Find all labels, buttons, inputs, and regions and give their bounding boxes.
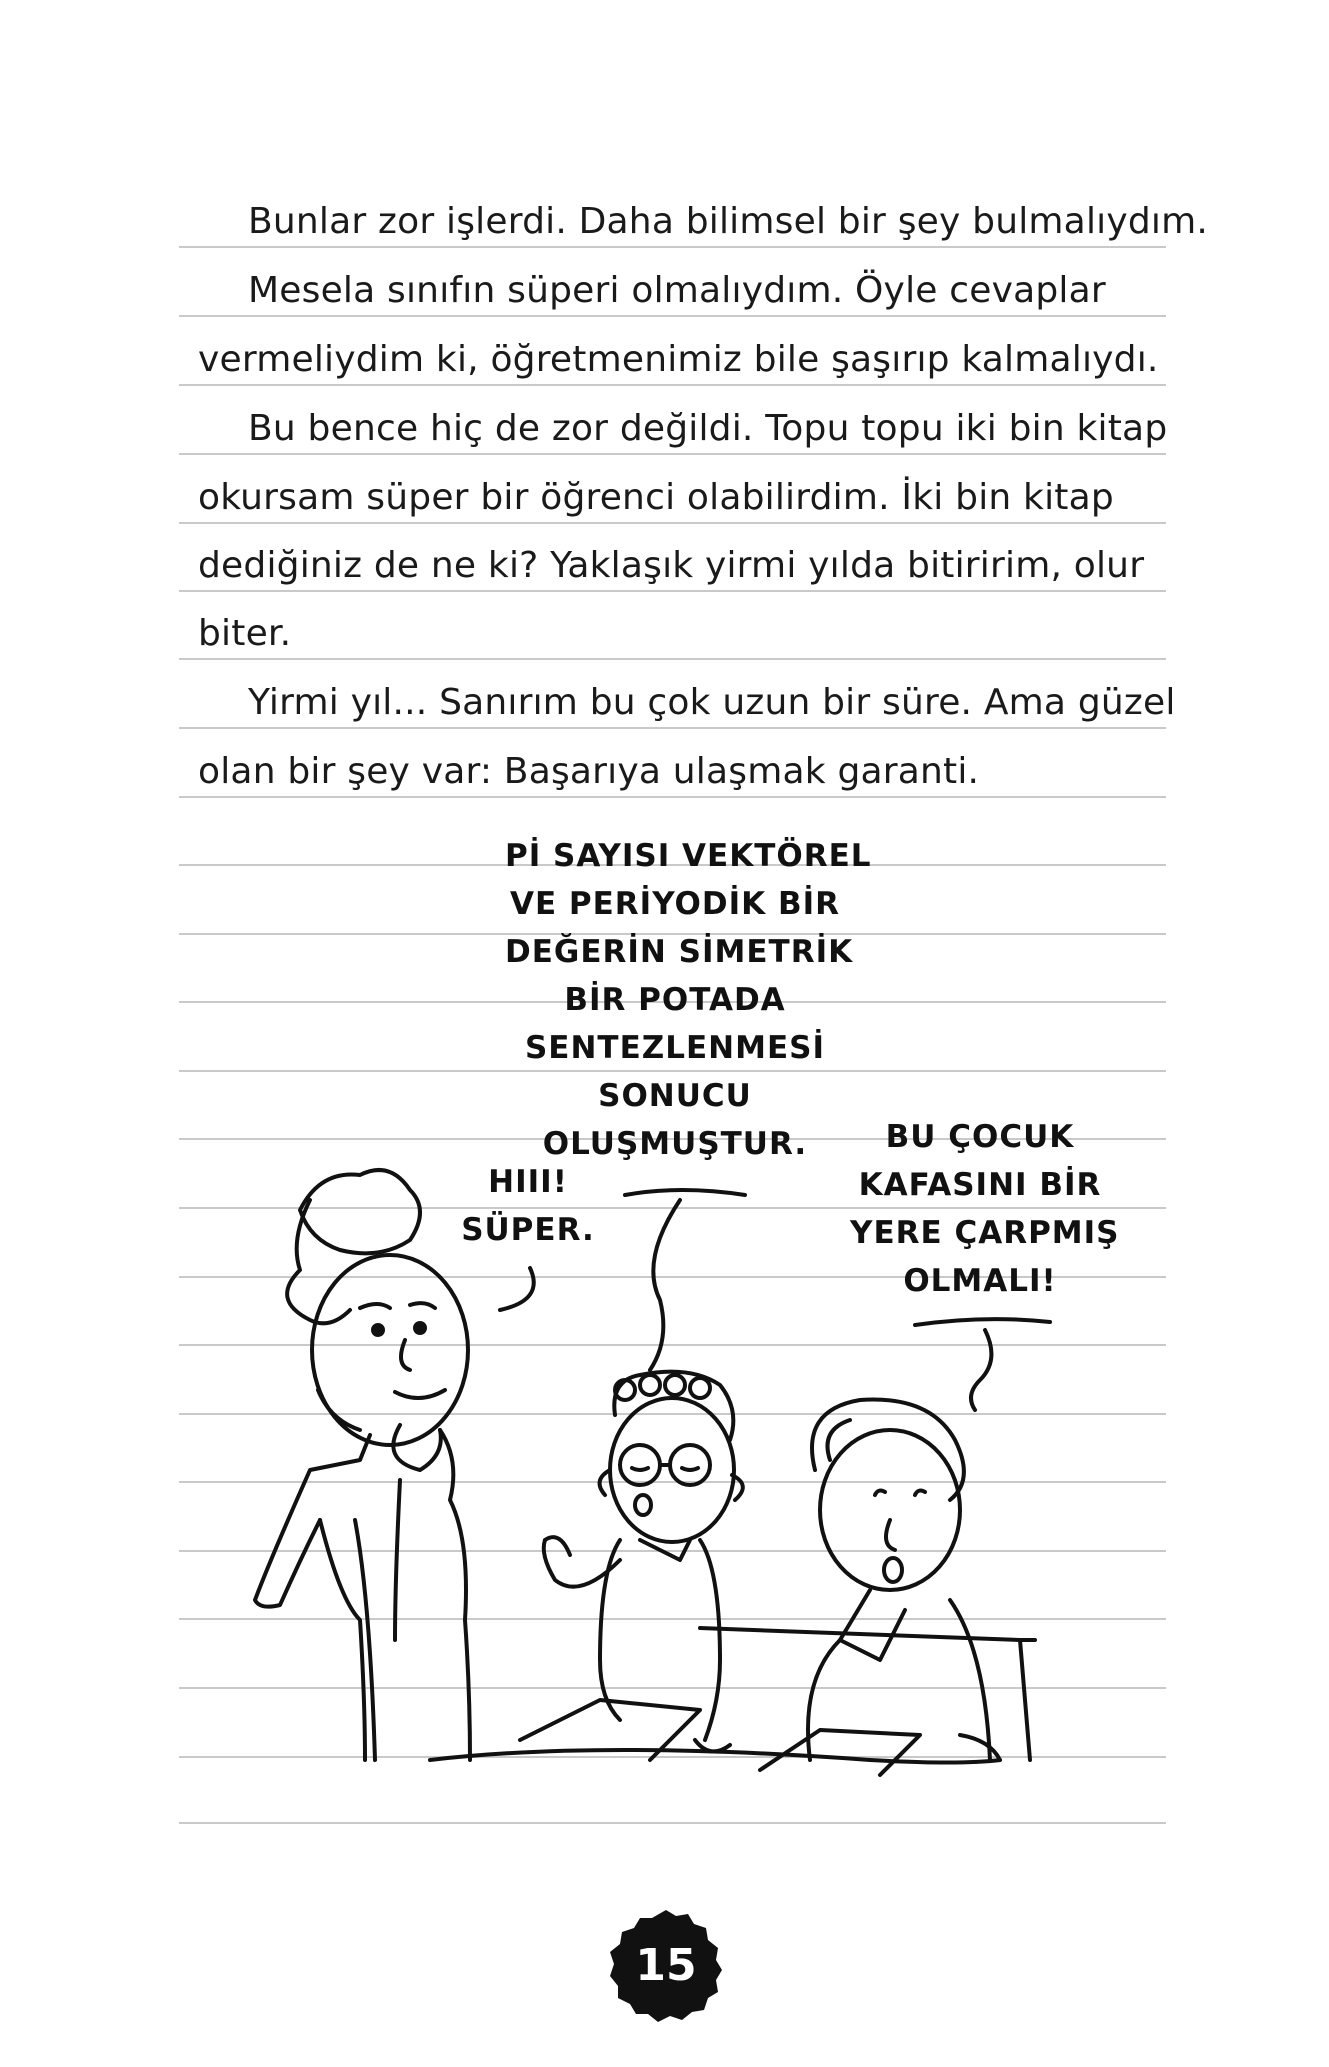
speech-line: HIII! xyxy=(488,1164,568,1200)
friend-bubble-pointer xyxy=(971,1330,991,1410)
speech-line: SÜPER. xyxy=(461,1212,595,1248)
speech-line: BİR POTADA xyxy=(564,982,786,1018)
boy-bubble-tail xyxy=(625,1190,745,1195)
speech-line: BU ÇOCUK xyxy=(885,1119,1075,1155)
boy-speech-bubble xyxy=(505,832,872,1168)
desk xyxy=(430,1628,1035,1775)
friend-bubble-tail xyxy=(915,1319,1050,1325)
teacher-bubble-tail xyxy=(500,1268,534,1310)
text-line: dediğiniz de ne ki? Yaklaşık yirmi yılda bitiririm, olur xyxy=(198,545,1145,586)
text-line: Mesela sınıfın süperi olmalıydım. Öyle cevaplar xyxy=(248,270,1106,311)
speech-line: OLMALI! xyxy=(903,1263,1057,1299)
page-number: 15 xyxy=(635,1940,697,1991)
speech-line: SONUCU xyxy=(598,1078,752,1114)
boy-bubble-pointer xyxy=(650,1200,680,1370)
friend-speech-bubble xyxy=(850,1113,1120,1305)
speech-line: OLUŞMUŞTUR. xyxy=(542,1126,808,1162)
text-line: Bunlar zor işlerdi. Daha bilimsel bir şey bulmalıydım. xyxy=(248,201,1209,242)
friend-figure xyxy=(808,1400,1000,1761)
text-line: Yirmi yıl... Sanırım bu çok uzun bir süre. Ama güzel xyxy=(248,682,1176,723)
speech-line: SENTEZLENMESİ xyxy=(524,1030,825,1066)
speech-line: KAFASINI BİR xyxy=(858,1167,1102,1203)
speech-line: VE PERİYODİK BİR xyxy=(509,886,841,922)
text-line: Bu bence hiç de zor değildi. Topu topu iki bin kitap xyxy=(248,408,1168,449)
speech-line: DEĞERİN SİMETRİK xyxy=(505,934,854,970)
text-line: vermeliydim ki, öğretmenimiz bile şaşırıp kalmalıydı. xyxy=(198,339,1159,380)
speech-line: YERE ÇARPMIŞ xyxy=(850,1215,1120,1251)
speech-line: Pİ SAYISI VEKTÖREL xyxy=(505,838,872,874)
text-line: biter. xyxy=(198,613,292,654)
teacher-speech-bubble xyxy=(458,1158,598,1254)
teacher-figure xyxy=(255,1170,470,1760)
text-line: okursam süper bir öğrenci olabilirdim. İki bin kitap xyxy=(198,477,1114,518)
text-line: olan bir şey var: Başarıya ulaşmak garanti. xyxy=(198,751,980,792)
boy-figure xyxy=(544,1372,743,1752)
